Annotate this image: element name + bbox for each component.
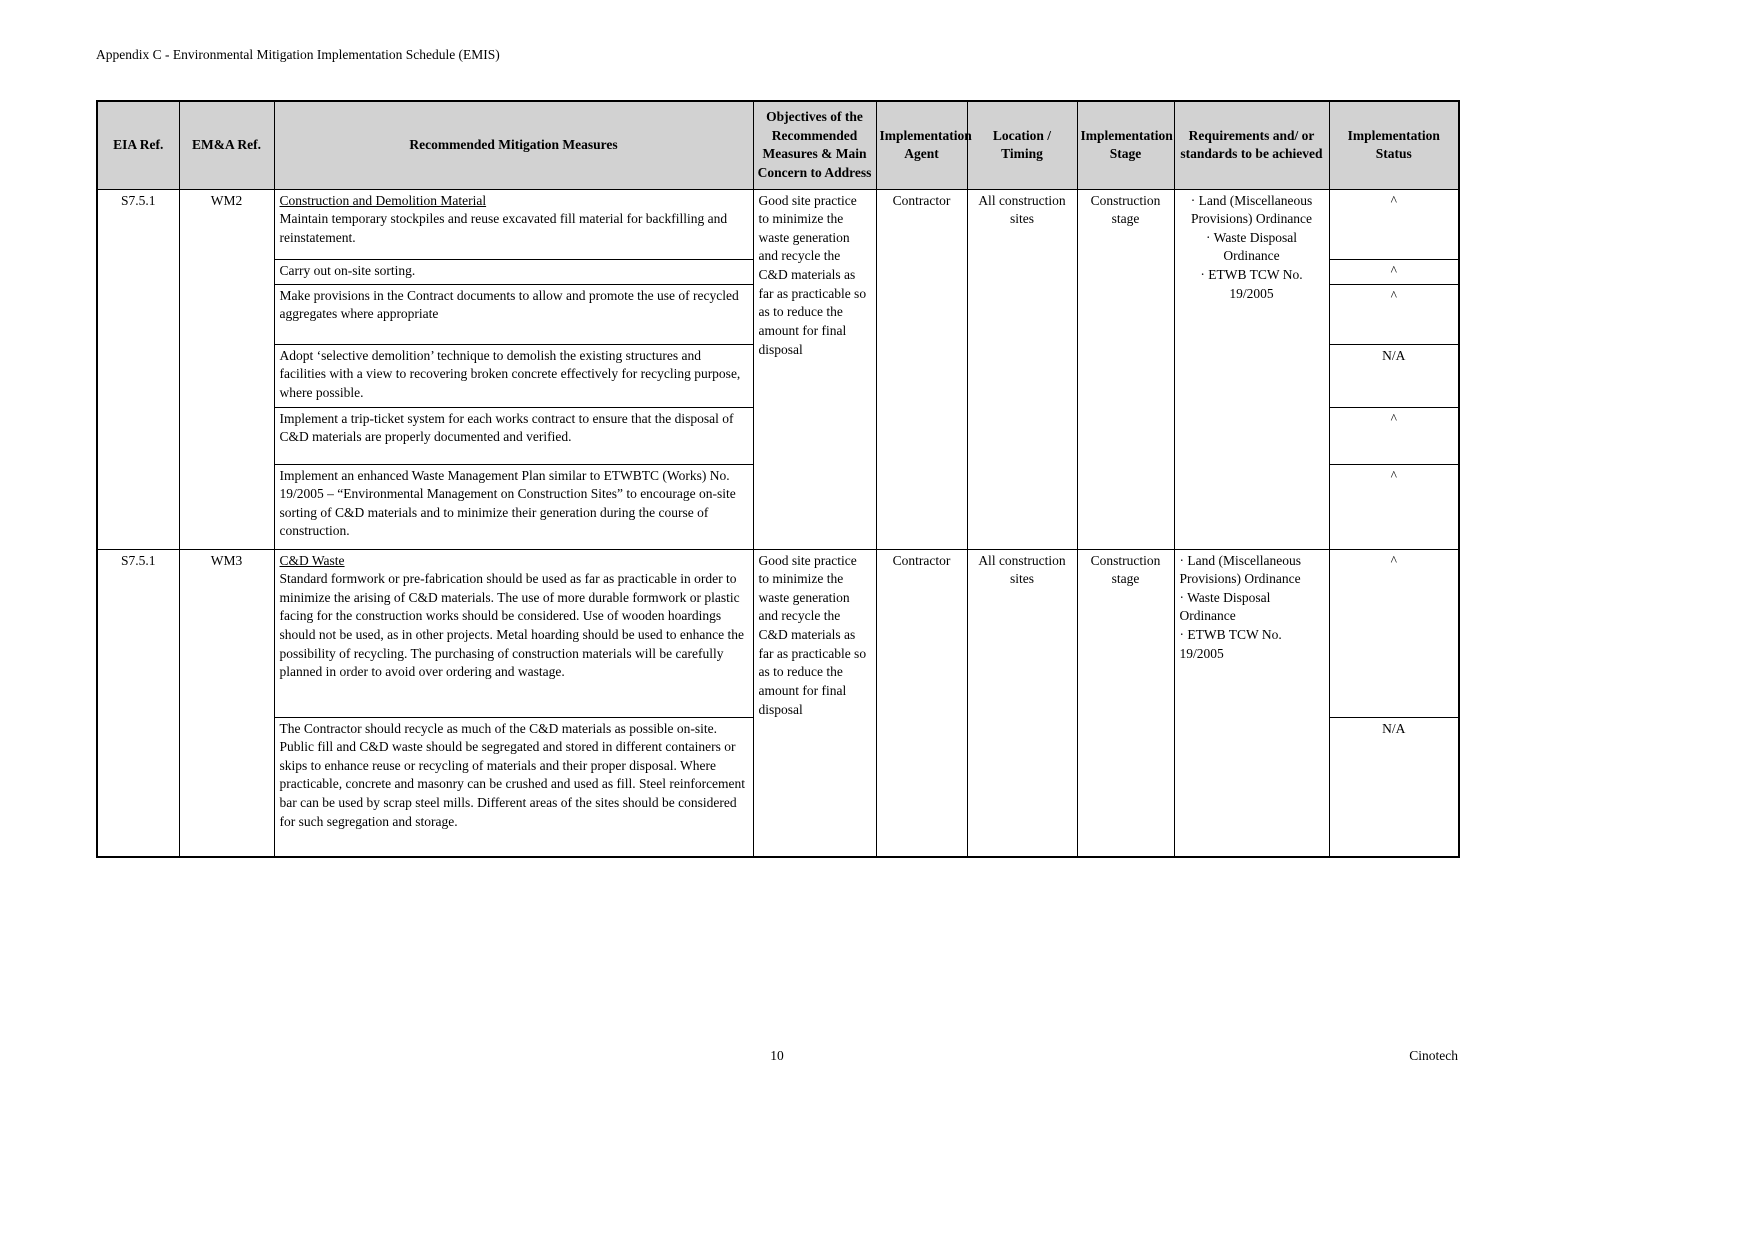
document-title: Appendix C - Environmental Mitigation Implementation Schedule (EMIS) xyxy=(96,47,500,62)
col-header-ema-ref: EM&A Ref. xyxy=(179,101,274,189)
measure-title: Construction and Demolition Material xyxy=(279,192,487,208)
footer-company: Cinotech xyxy=(1409,1048,1458,1063)
measure-cell xyxy=(274,189,753,259)
ema-ref-cell: WM2 xyxy=(179,189,274,549)
status-cell: N/A xyxy=(1329,717,1459,857)
measure-cell xyxy=(274,549,753,717)
col-header-requirements: Requirements and/ or standards to be achieved xyxy=(1174,101,1329,189)
measure-cell: The Contractor should recycle as much of the C&D materials as possible on-site. Public fill and C&D waste should be segregated and stored in different containers or skips to enhance reuse or recycling of materials and their proper disposal. Where practicable, concrete and masonry can be crushed and used as fill. Steel reinforcement bar can be used by scrap steel mills. Different areas of the sites should be considered for such segregation and storage. xyxy=(274,717,753,857)
requirement-item: · Waste Disposal Ordinance xyxy=(1206,229,1297,264)
stage-cell: Construction stage xyxy=(1077,549,1174,857)
emis-table xyxy=(96,100,1460,858)
measure-cell: Carry out on-site sorting. xyxy=(274,259,753,284)
requirement-item: · Land (Miscellaneous Provisions) Ordinance xyxy=(1179,552,1301,587)
col-header-status: Implementation Status xyxy=(1329,101,1459,189)
status-cell: N/A xyxy=(1329,344,1459,407)
measure-text: Maintain temporary stockpiles and reuse excavated fill material for backfilling and reinstatement. xyxy=(279,211,728,245)
page-number: 10 xyxy=(770,1048,784,1063)
measure-title: C&D Waste xyxy=(279,552,345,568)
measure-text: Standard formwork or pre-fabrication should be used as far as practicable in order to minimize the arising of C&D materials. The use of more durable formwork or plastic facing for the construction works should be considered. Use of wooden hoardings should not be used, as in other projects. Metal hoarding should be used to enhance the possibility of recycling. The purchasing of construction materials will be carefully planned in order to avoid over ordering and wastage. xyxy=(279,571,745,680)
table-header-row xyxy=(97,101,1459,189)
col-header-eia-ref: EIA Ref. xyxy=(97,101,179,189)
measure-cell: Make provisions in the Contract documents to allow and promote the use of recycled aggregates where appropriate xyxy=(274,284,753,344)
measure-cell: Implement an enhanced Waste Management Plan similar to ETWBTC (Works) No. 19/2005 – “Environmental Management on Construction Sites” to encourage on-site sorting of C&D materials and to minimize their generation during the course of construction. xyxy=(274,464,753,549)
stage-cell: Construction stage xyxy=(1077,189,1174,549)
col-header-stage: Implementation Stage xyxy=(1077,101,1174,189)
eia-ref-cell: S7.5.1 xyxy=(97,549,179,857)
col-header-location: Location / Timing xyxy=(967,101,1077,189)
measure-cell: Adopt ‘selective demolition’ technique to demolish the existing structures and facilities with a view to recovering broken concrete effectively for recycling purpose, where possible. xyxy=(274,344,753,407)
col-header-agent: Implementation Agent xyxy=(876,101,967,189)
status-cell: ^ xyxy=(1329,549,1459,717)
status-cell: ^ xyxy=(1329,259,1459,284)
ema-ref-cell: WM3 xyxy=(179,549,274,857)
requirements-cell xyxy=(1174,549,1329,857)
status-cell: ^ xyxy=(1329,407,1459,464)
status-cell: ^ xyxy=(1329,464,1459,549)
table-row xyxy=(97,189,1459,259)
status-cell: ^ xyxy=(1329,284,1459,344)
requirement-item: · ETWB TCW No. 19/2005 xyxy=(1179,627,1282,661)
objectives-cell: Good site practice to minimize the waste generation and recycle the C&D materials as far as practicable so as to reduce the amount for final disposal xyxy=(753,549,876,857)
requirement-item: · ETWB TCW No. 19/2005 xyxy=(1200,267,1303,301)
agent-cell: Contractor xyxy=(876,549,967,857)
col-header-measures: Recommended Mitigation Measures xyxy=(274,101,753,189)
location-cell: All construction sites xyxy=(967,189,1077,549)
eia-ref-cell: S7.5.1 xyxy=(97,189,179,549)
col-header-objectives: Objectives of the Recommended Measures & Main Concern to Address xyxy=(753,101,876,189)
measure-cell: Implement a trip-ticket system for each works contract to ensure that the disposal of C&D materials are properly documented and verified. xyxy=(274,407,753,464)
objectives-cell: Good site practice to minimize the waste generation and recycle the C&D materials as far as practicable so as to reduce the amount for final disposal xyxy=(753,189,876,549)
table-row xyxy=(97,549,1459,717)
location-cell: All construction sites xyxy=(967,549,1077,857)
requirement-item: · Land (Miscellaneous Provisions) Ordinance xyxy=(1190,192,1313,227)
agent-cell: Contractor xyxy=(876,189,967,549)
status-cell: ^ xyxy=(1329,189,1459,259)
requirement-item: · Waste Disposal Ordinance xyxy=(1179,589,1271,624)
requirements-cell xyxy=(1174,189,1329,549)
